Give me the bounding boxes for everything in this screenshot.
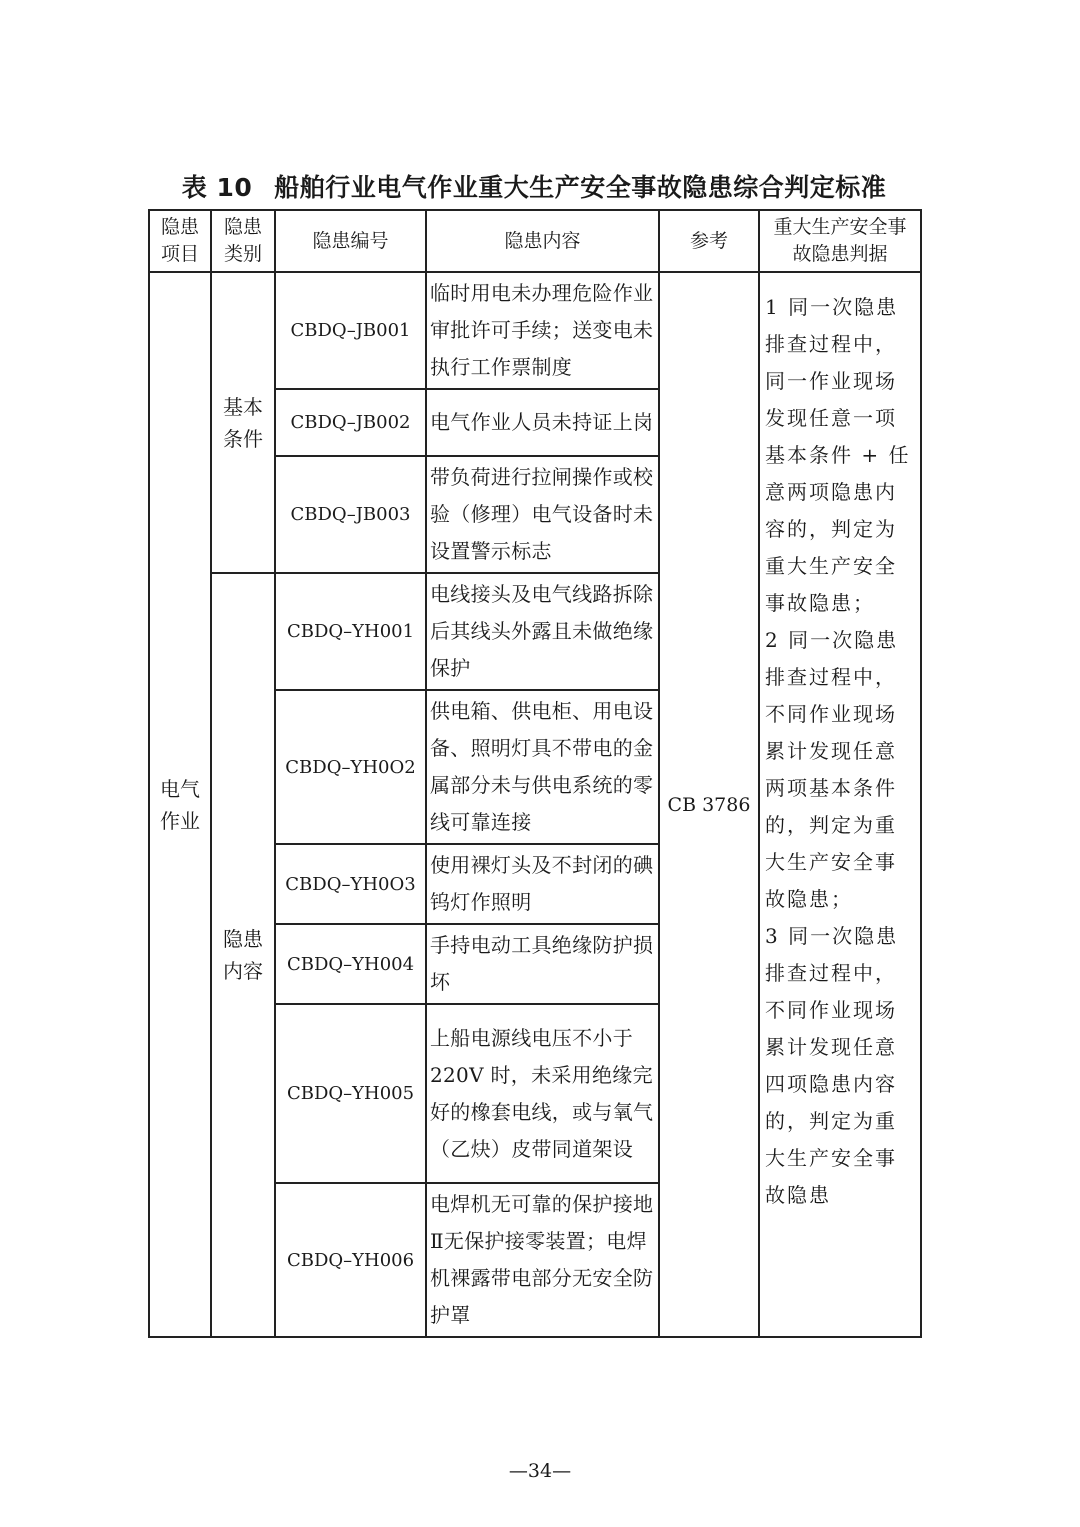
header-code: 隐患编号 [275, 210, 426, 272]
table-title-text: 船舶行业电气作业重大生产安全事故隐患综合判定标准 [274, 173, 887, 202]
content-cell: 供电箱、供电柜、用电设备、照明灯具不带电的金属部分未与供电系统的零线可靠连接 [426, 690, 659, 844]
header-content: 隐患内容 [426, 210, 659, 272]
page-number: —34— [508, 1460, 572, 1482]
content-cell: 电线接头及电气线路拆除后其线头外露且未做绝缘保护 [426, 573, 659, 690]
code-cell: CBDQ–YH005 [275, 1004, 426, 1183]
criteria-item-1: 1 同一次隐患排查过程中，同一作业现场发现任意一项基本条件 + 任意两项隐患内容的，判定为重大生产安全事故隐患； [765, 295, 911, 615]
criteria-cell [759, 272, 921, 1337]
item-cell: 电气作业 [149, 272, 211, 1337]
category-basic: 基本条件 [211, 272, 275, 573]
code-cell: CBDQ–YH004 [275, 924, 426, 1004]
code-cell: CBDQ–JB003 [275, 456, 426, 573]
criteria-item-3: 3 同一次隐患排查过程中，不同作业现场累计发现任意四项隐患内容的，判定为重大生产安全事故隐患 [765, 924, 899, 1207]
criteria-item-2: 2 同一次隐患排查过程中，不同作业现场累计发现任意两项基本条件的，判定为重大生产安全事故隐患； [765, 628, 899, 911]
code-cell: CBDQ–JB001 [275, 272, 426, 389]
table-number: 表 10 [181, 173, 253, 202]
hazard-table [148, 209, 922, 1338]
header-reference: 参考 [659, 210, 759, 272]
code-cell: CBDQ–YH0O3 [275, 844, 426, 924]
reference-cell: CB 3786 [659, 272, 759, 1337]
header-criteria: 重大生产安全事故隐患判据 [759, 210, 921, 272]
content-cell: 上船电源线电压不小于220V 时，未采用绝缘完好的橡套电线，或与氧气（乙炔）皮带同道架设 [426, 1004, 659, 1183]
content-cell: 带负荷进行拉闸操作或校验（修理）电气设备时未设置警示标志 [426, 456, 659, 573]
content-cell: 电气作业人员未持证上岗 [426, 389, 659, 456]
header-item: 隐患项目 [149, 210, 211, 272]
content-cell: 电焊机无可靠的保护接地Ⅱ无保护接零装置；电焊机裸露带电部分无安全防护罩 [426, 1183, 659, 1337]
content-cell: 临时用电未办理危险作业审批许可手续；送变电未执行工作票制度 [426, 272, 659, 389]
category-hazard: 隐患内容 [211, 573, 275, 1337]
header-category: 隐患类别 [211, 210, 275, 272]
header-row [149, 210, 921, 272]
code-cell: CBDQ–YH0O2 [275, 690, 426, 844]
table-title [148, 168, 920, 204]
content-cell: 手持电动工具绝缘防护损坏 [426, 924, 659, 1004]
code-cell: CBDQ–YH006 [275, 1183, 426, 1337]
code-cell: CBDQ–YH001 [275, 573, 426, 690]
code-cell: CBDQ–JB002 [275, 389, 426, 456]
table-row [149, 272, 921, 389]
content-cell: 使用裸灯头及不封闭的碘钨灯作照明 [426, 844, 659, 924]
